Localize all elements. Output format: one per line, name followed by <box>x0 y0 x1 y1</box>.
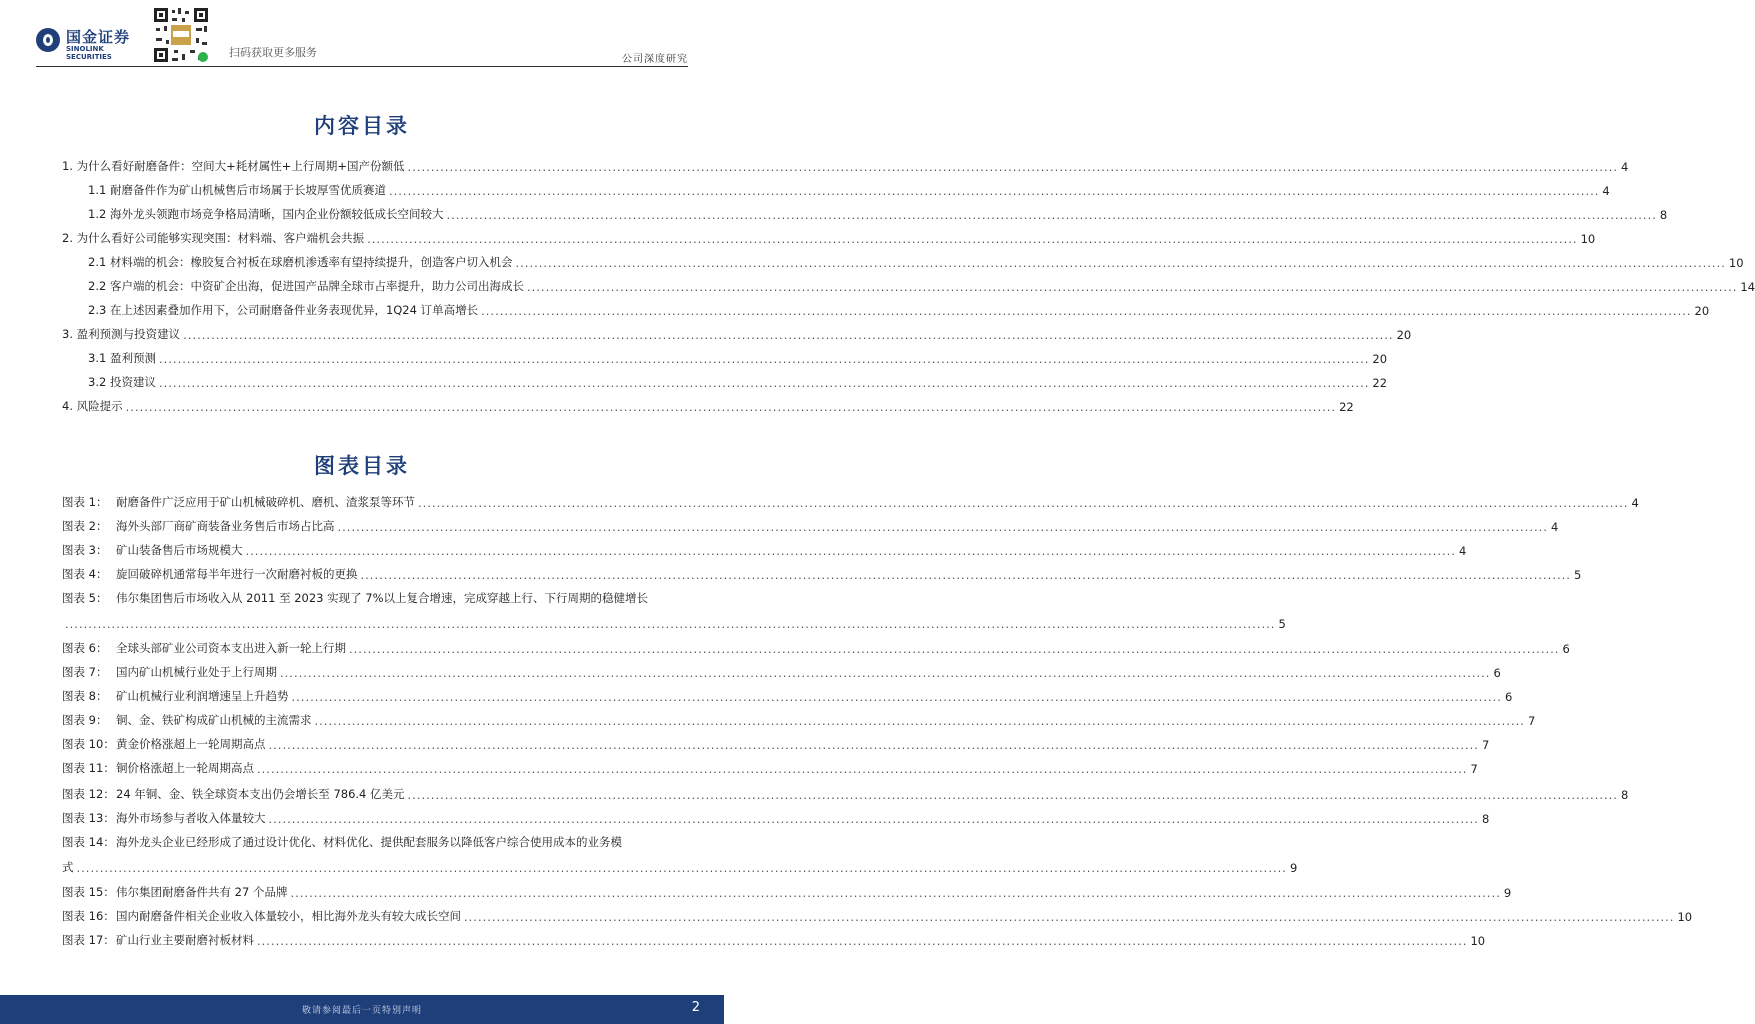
figure-entry-label: 图表 6： <box>62 641 108 655</box>
figure-entry-page: 8 <box>1481 812 1490 826</box>
figure-entry-label: 图表 15： <box>62 885 115 899</box>
figure-entry-page: 10 <box>1470 934 1486 948</box>
figure-entry-page: 10 <box>1677 910 1693 924</box>
toc-entry-text: 3. 盈利预测与投资建议 <box>62 327 181 341</box>
toc-entry[interactable] <box>62 398 1354 414</box>
leader-dots: .................................................................................................................................................................................................................................................................... <box>125 400 1337 414</box>
document-type-label: 公司深度研究 <box>622 54 688 65</box>
toc-entry[interactable] <box>88 182 1610 198</box>
toc-entry-text: 3.2 投资建议 <box>88 375 156 389</box>
toc-entry-page: 10 <box>1728 256 1744 270</box>
toc-entry-page: 22 <box>1339 400 1354 414</box>
toc-entry-page: 20 <box>1372 352 1388 366</box>
figure-entry-text: 海外市场参与者收入体量较大 <box>116 811 266 825</box>
leader-dots: .................................................................................................................................................................................................................................................................... <box>76 861 1287 875</box>
qr-caption: 扫码获取更多服务 <box>229 46 317 59</box>
figure-entry[interactable] <box>62 640 1570 656</box>
figure-entry-label: 图表 12： <box>62 787 115 801</box>
toc-entry-text: 2.1 材料端的机会：橡胶复合衬板在球磨机渗透率有望持续提升，创造客户切入机会 <box>88 255 513 269</box>
leader-dots: .................................................................................................................................................................................................................................................................... <box>257 762 1468 776</box>
toc-entry[interactable] <box>88 374 1388 390</box>
toc-entry[interactable] <box>62 230 1596 246</box>
toc-entry-text: 1.1 耐磨备件作为矿山机械售后市场属于长坡厚雪优质赛道 <box>88 183 386 197</box>
leader-dots: .................................................................................................................................................................................................................................................................... <box>158 352 1370 366</box>
leader-dots: .................................................................................................................................................................................................................................................................... <box>337 520 1548 534</box>
figure-entry-label: 图表 1： <box>62 495 108 509</box>
toc-entry-page: 14 <box>1740 280 1755 294</box>
toc-entry-text: 1. 为什么看好耐磨备件：空间大+耗材属性+上行周期+国产份额低 <box>62 159 405 173</box>
leader-dots: .................................................................................................................................................................................................................................................................... <box>407 788 1618 802</box>
figure-entry[interactable] <box>62 664 1501 680</box>
qr-code-icon <box>152 6 210 64</box>
leader-dots: .................................................................................................................................................................................................................................................................... <box>407 160 1618 174</box>
figure-entry[interactable] <box>62 908 1693 924</box>
leader-dots: .................................................................................................................................................................................................................................................................... <box>367 232 1578 246</box>
footer-disclaimer: 敬请参阅最后一页特别声明 <box>301 1006 422 1016</box>
figure-entry-page: 6 <box>1562 642 1570 656</box>
figure-entry-continuation[interactable] <box>62 859 1298 875</box>
figure-entry[interactable] <box>62 884 1512 900</box>
leader-dots: .................................................................................................................................................................................................................................................................... <box>291 690 1502 704</box>
figure-entry[interactable] <box>62 590 686 606</box>
figure-entry[interactable] <box>62 542 1467 558</box>
figure-entry-page: 5 <box>1573 568 1582 582</box>
leader-dots: .................................................................................................................................................................................................................................................................... <box>183 328 1394 342</box>
toc-entry-text: 2.3 在上述因素叠加作用下，公司耐磨备件业务表现优异，1Q24 订单高增长 <box>88 303 479 317</box>
leader-dots: .................................................................................................................................................................................................................................................................... <box>268 812 1479 826</box>
toc-entry-text: 1.2 海外龙头领跑市场竞争格局清晰，国内企业份额较低成长空间较大 <box>88 207 444 221</box>
leader-dots: .................................................................................................................................................................................................................................................................... <box>360 568 1571 582</box>
toc-entry[interactable] <box>88 206 1668 222</box>
figure-entry-text: 耐磨备件广泛应用于矿山机械破碎机、磨机、渣浆泵等环节 <box>116 495 415 509</box>
figure-entry-text: 国内耐磨备件相关企业收入体量较小，相比海外龙头有较大成长空间 <box>116 909 461 923</box>
figure-entry-text: 海外龙头企业已经形成了通过设计优化、材料优化、提供配套服务以降低客户综合使用成本的业务模 <box>116 835 622 849</box>
toc-entry-text: 2.2 客户端的机会：中资矿企出海，促进国产品牌全球市占率提升，助力公司出海成长 <box>88 279 524 293</box>
figure-entry-label: 图表 13： <box>62 811 115 825</box>
toc-entry-text: 2. 为什么看好公司能够实现突围：材料端、客户端机会共振 <box>62 231 365 245</box>
figure-entry-text: 全球头部矿业公司资本支出进入新一轮上行期 <box>116 641 346 655</box>
leader-dots: .................................................................................................................................................................................................................................................................... <box>446 208 1657 222</box>
company-logo <box>36 26 146 61</box>
figure-entry-text: 矿山行业主要耐磨衬板材料 <box>116 933 254 947</box>
logo-name-en: SINOLINK SECURITIES <box>66 45 112 61</box>
figure-entry-text: 国内矿山机械行业处于上行周期 <box>116 665 277 679</box>
figure-entry-label: 图表 16： <box>62 909 115 923</box>
figure-entry-text: 伟尔集团耐磨备件共有 27 个品牌 <box>116 885 288 899</box>
leader-dots: .................................................................................................................................................................................................................................................................... <box>418 496 1629 510</box>
figure-entry-page: 8 <box>1620 788 1629 802</box>
leader-dots: .................................................................................................................................................................................................................................................................... <box>65 617 1276 631</box>
logo-mark-icon <box>36 28 60 52</box>
figure-entry-text: 矿山机械行业利润增速呈上升趋势 <box>116 689 289 703</box>
toc-entry-page: 8 <box>1659 208 1668 222</box>
toc-entry[interactable] <box>88 302 1710 318</box>
figure-entry-page: 4 <box>1458 544 1467 558</box>
figure-entry-page: 4 <box>1631 496 1639 510</box>
figure-entry-text: 铜价格涨超上一轮周期高点 <box>116 761 254 775</box>
leader-dots: .................................................................................................................................................................................................................................................................... <box>464 910 1675 924</box>
toc-entry[interactable] <box>88 278 1755 294</box>
figure-entry[interactable] <box>62 518 1559 534</box>
toc-entry[interactable] <box>62 326 1412 342</box>
leader-dots: .................................................................................................................................................................................................................................................................... <box>290 886 1501 900</box>
leader-dots: .................................................................................................................................................................................................................................................................... <box>481 304 1692 318</box>
figure-entry[interactable] <box>62 566 1582 582</box>
figure-entry-label: 图表 2： <box>62 519 108 533</box>
leader-dots: .................................................................................................................................................................................................................................................................... <box>257 934 1468 948</box>
figure-entry-page: 6 <box>1504 690 1513 704</box>
figure-entry-page: 4 <box>1550 520 1559 534</box>
figure-entry[interactable] <box>62 712 1536 728</box>
figure-entry-label: 图表 5： <box>62 591 108 605</box>
figure-entry[interactable] <box>62 688 1513 704</box>
figure-entry-label: 图表 3： <box>62 543 108 557</box>
figure-entry-label: 图表 4： <box>62 567 108 581</box>
toc-entry-page: 20 <box>1396 328 1412 342</box>
figure-entry-label: 图表 17： <box>62 933 115 947</box>
toc-entry[interactable] <box>88 254 1744 270</box>
toc-entry-page: 22 <box>1372 376 1388 390</box>
toc-entry[interactable] <box>88 350 1388 366</box>
leader-dots: .................................................................................................................................................................................................................................................................... <box>280 666 1491 680</box>
toc-entry-page: 4 <box>1602 184 1610 198</box>
figure-entry-text: 旋回破碎机通常每半年进行一次耐磨衬板的更换 <box>116 567 358 581</box>
leader-dots: .................................................................................................................................................................................................................................................................... <box>388 184 1600 198</box>
figure-entry-text: 铜、金、铁矿构成矿山机械的主流需求 <box>116 713 312 727</box>
figure-entry[interactable] <box>62 736 1490 752</box>
logo-name-cn: 国金证券 <box>66 28 131 46</box>
page-number: 2 <box>691 1000 700 1015</box>
figure-entry[interactable] <box>62 760 1478 776</box>
leader-dots: .................................................................................................................................................................................................................................................................... <box>526 280 1738 294</box>
toc-entry-page: 10 <box>1580 232 1596 246</box>
leader-dots: .................................................................................................................................................................................................................................................................... <box>268 738 1479 752</box>
figure-entry-page: 9 <box>1289 861 1298 875</box>
figure-entry-text: 24 年铜、金、铁全球资本支出仍会增长至 786.4 亿美元 <box>116 787 405 801</box>
page-header <box>0 0 724 70</box>
figure-entry[interactable] <box>62 834 686 850</box>
figure-entry-page: 6 <box>1493 666 1501 680</box>
figure-entry-text: 伟尔集团售后市场收入从 2011 至 2023 实现了 7%以上复合增速，完成穿越上行、下行周期的稳健增长 <box>116 591 649 605</box>
figure-entry-label: 图表 14： <box>62 835 115 849</box>
figure-entry[interactable] <box>62 786 1629 802</box>
figures-title: 图表目录 <box>314 454 410 478</box>
figure-entry-continuation[interactable] <box>62 615 1286 631</box>
page-footer <box>0 995 724 1024</box>
figure-entry-page: 5 <box>1278 617 1286 631</box>
leader-dots: .................................................................................................................................................................................................................................................................... <box>245 544 1456 558</box>
leader-dots: .................................................................................................................................................................................................................................................................... <box>314 714 1525 728</box>
toc-entry-page: 20 <box>1694 304 1710 318</box>
figure-entry-label: 图表 10： <box>62 737 115 751</box>
toc-entry-text: 4. 风险提示 <box>62 399 123 413</box>
figure-entry-page: 7 <box>1470 762 1478 776</box>
figure-entry-text: 黄金价格涨超上一轮周期高点 <box>116 737 266 751</box>
leader-dots: .................................................................................................................................................................................................................................................................... <box>349 642 1560 656</box>
figure-entry-page: 7 <box>1527 714 1536 728</box>
leader-dots: .................................................................................................................................................................................................................................................................... <box>158 376 1370 390</box>
figure-entry-text: 海外头部厂商矿商装备业务售后市场占比高 <box>116 519 335 533</box>
figure-entry[interactable] <box>62 810 1490 826</box>
header-divider <box>36 66 688 67</box>
toc-entry-text: 3.1 盈利预测 <box>88 351 156 365</box>
figure-entry-label: 图表 9： <box>62 713 108 727</box>
leader-dots: .................................................................................................................................................................................................................................................................... <box>515 256 1726 270</box>
figure-entry[interactable] <box>62 494 1639 510</box>
figure-entry-label: 图表 7： <box>62 665 108 679</box>
figure-entry-page: 7 <box>1481 738 1490 752</box>
figure-entry-text-continued: 式 <box>62 860 74 874</box>
figure-entry-page: 9 <box>1503 886 1512 900</box>
figure-entry-text: 矿山装备售后市场规模大 <box>116 543 243 557</box>
toc-entry-page: 4 <box>1620 160 1629 174</box>
figure-entry[interactable] <box>62 932 1486 948</box>
figure-entry-label: 图表 8： <box>62 689 108 703</box>
toc-entry[interactable] <box>62 158 1629 174</box>
toc-title: 内容目录 <box>314 114 410 138</box>
figure-entry-label: 图表 11： <box>62 761 115 775</box>
